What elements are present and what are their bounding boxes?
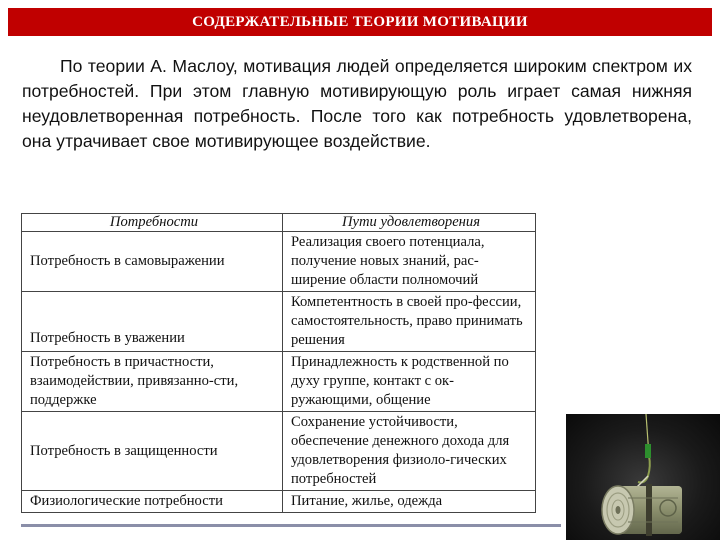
table-row (22, 232, 536, 292)
need-cell: Потребность в защищенности (22, 412, 283, 491)
title-bar (8, 8, 712, 36)
intro-paragraph: По теории А. Маслоу, мотивация людей определяется широким спектром их потребностей. При этом главную мотивирующую роль играет самая нижняя неудовлетворенная потребность. После того как потребность удовлетворена, она утрачивает свое мотивирующее воздействие. (22, 56, 692, 151)
table-row (22, 352, 536, 412)
need-cell: Потребность в самовыражении (22, 232, 283, 292)
ways-cell: Принадлежность к родственной по духу группе, контакт с ок-ружающими, общение (283, 352, 536, 412)
needs-table (21, 213, 536, 513)
ways-cell: Сохранение устойчивости, обеспечение денежного дохода для удовлетворения физиоло-гических потребностей (283, 412, 536, 491)
need-cell: Физиологические потребности (22, 491, 283, 513)
page-title: СОДЕРЖАТЕЛЬНЫЕ ТЕОРИИ МОТИВАЦИИ (192, 13, 528, 30)
table-header-row (22, 214, 536, 232)
table-row (22, 292, 536, 352)
ways-cell: Компетентность в своей про-фессии, самостоятельность, право принимать решения (283, 292, 536, 352)
bottom-divider (21, 524, 561, 527)
ways-cell: Питание, жилье, одежда (283, 491, 536, 513)
ways-cell: Реализация своего потенциала, получение новых знаний, рас-ширение области полномочий (283, 232, 536, 292)
column-header-ways: Пути удовлетворения (283, 214, 536, 232)
need-cell: Потребность в уважении (22, 292, 283, 352)
table-row (22, 491, 536, 513)
column-header-needs: Потребности (22, 214, 283, 232)
money-roll-photo (566, 414, 720, 540)
need-cell: Потребность в причастности, взаимодействии, привязанно-сти, поддержке (22, 352, 283, 412)
money-roll-on-fishing-hook-icon (566, 414, 720, 540)
table-row (22, 412, 536, 491)
